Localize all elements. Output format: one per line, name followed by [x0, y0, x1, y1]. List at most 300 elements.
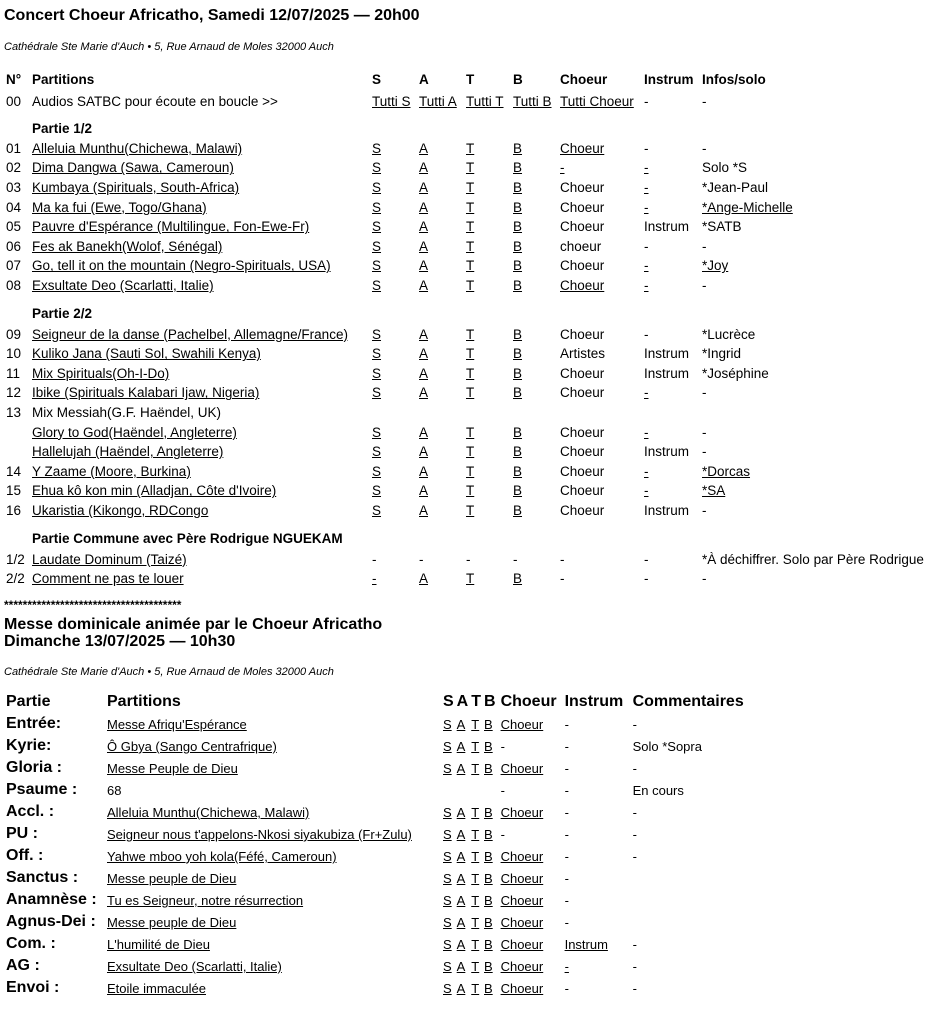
mass-audio-t-link[interactable]: T	[471, 760, 480, 776]
mass-audio-b-link[interactable]: B	[484, 914, 493, 930]
mass-audio-t-link[interactable]: T	[471, 826, 480, 842]
mass-audio-b-link[interactable]: B	[484, 716, 493, 732]
track-number: 03	[6, 180, 22, 196]
choeur-link: Choeur	[560, 219, 605, 235]
audio-a-link[interactable]: A	[419, 278, 429, 294]
mass-audio-t-link[interactable]: T	[471, 804, 480, 820]
mass-title[interactable]: Messe peuple de Dieu	[107, 914, 237, 930]
mass-audio-a-link[interactable]: A	[456, 848, 466, 864]
track-number-cell	[4, 481, 30, 501]
info-solo[interactable]: *SA	[702, 483, 726, 499]
mass-instrum-cell	[563, 801, 631, 823]
audio-t-link-cell	[464, 442, 511, 462]
instrum-link-cell	[642, 324, 700, 344]
mass-audio-b-link[interactable]: B	[484, 738, 493, 754]
mass-audio-b-link[interactable]: B	[484, 936, 493, 952]
table-row	[4, 845, 746, 867]
audio-t-link[interactable]: T	[466, 278, 475, 294]
mass-title[interactable]: Alleluia Munthu(Chichewa, Malawi)	[107, 804, 310, 820]
choeur-link: Choeur	[560, 199, 605, 215]
mass-instrum: -	[564, 848, 569, 864]
audio-t-link[interactable]: T	[466, 140, 475, 156]
mass-audio-b-link[interactable]: B	[484, 892, 493, 908]
track-title-cell	[30, 403, 370, 423]
audio-a-link[interactable]: A	[419, 258, 429, 274]
mass-audio-b-link[interactable]: B	[484, 870, 493, 886]
mass-audio-a-link[interactable]: A	[456, 716, 466, 732]
mass-header-a: A	[456, 692, 469, 710]
table-row	[4, 977, 746, 999]
audio-a-link[interactable]: A	[419, 424, 429, 440]
mass-title[interactable]: Seigneur nous t'appelons-Nkosi siyakubiza (Fr+Zulu)	[107, 826, 412, 842]
choeur-link[interactable]: Choeur	[560, 278, 605, 294]
audio-t-link[interactable]: T	[466, 365, 475, 381]
audio-b-link[interactable]: B	[513, 424, 523, 440]
audio-s-link-cell	[370, 403, 417, 423]
audio-a-link[interactable]: A	[419, 180, 429, 196]
choeur-link-cell	[558, 442, 642, 462]
choeur-link-cell	[558, 217, 642, 237]
audio-b-link[interactable]: B	[513, 463, 523, 479]
audio-a-link-cell	[417, 178, 464, 198]
table-row	[4, 217, 944, 237]
mass-title-cell	[105, 955, 443, 977]
info-solo[interactable]: *Ange-Michelle	[702, 199, 793, 215]
track-title[interactable]: Pauvre d'Espérance (Multilingue, Fon-Ewe-Fr)	[32, 219, 310, 235]
instrum-link[interactable]: -	[644, 385, 649, 401]
mass-audio-a-link-cell	[457, 889, 472, 911]
instrum-link[interactable]: -	[644, 160, 649, 176]
mass-audio-a-link-cell	[457, 823, 472, 845]
track-title[interactable]: Comment ne pas te louer	[32, 571, 184, 587]
audio-b-link[interactable]: B	[513, 160, 523, 176]
mass-title[interactable]: L'humilité de Dieu	[107, 936, 210, 952]
audio-s-link[interactable]: S	[372, 238, 382, 254]
audio-t-link[interactable]: T	[466, 424, 475, 440]
mass-audio-t-link-cell	[471, 977, 484, 999]
audio-s-link[interactable]: S	[372, 385, 382, 401]
mass-comment: -	[632, 804, 637, 820]
audio-b-link[interactable]: B	[513, 346, 523, 362]
mass-audio-s-link[interactable]: S	[443, 936, 452, 952]
table-row	[4, 178, 944, 198]
instrum-link[interactable]: -	[644, 483, 649, 499]
audio-t-link[interactable]: T	[466, 444, 475, 460]
mass-choeur-link-cell	[499, 889, 563, 911]
audio-t-link[interactable]: T	[466, 571, 475, 587]
audio-a-link[interactable]: A	[419, 483, 429, 499]
mass-audio-a-link[interactable]: A	[456, 892, 466, 908]
info-solo: *À déchiffrer. Solo par Père Rodrigue	[702, 551, 924, 567]
mass-audio-s-link[interactable]: S	[443, 870, 452, 886]
audio-s-link[interactable]: S	[372, 219, 382, 235]
audio-t-link[interactable]: T	[466, 326, 475, 342]
audio-t-link[interactable]: T	[466, 238, 475, 254]
audio-a-link[interactable]: A	[419, 444, 429, 460]
track-number: 09	[6, 326, 22, 342]
info-solo-cell	[700, 462, 944, 482]
mass-audio-a-link[interactable]: A	[456, 738, 466, 754]
mass-table	[4, 690, 746, 999]
page	[4, 0, 944, 999]
audio-b-link-cell	[511, 383, 558, 403]
info-solo: -	[702, 238, 707, 254]
mass-audio-s-link-cell	[443, 713, 457, 735]
liturgy-part-cell	[4, 977, 105, 999]
info-solo-cell	[700, 276, 944, 296]
track-title[interactable]: Glory to God(Haëndel, Angleterre)	[32, 424, 237, 440]
mass-audio-t-link[interactable]: T	[471, 716, 480, 732]
audio-a-link[interactable]: A	[419, 385, 429, 401]
mass-audio-a-link-cell	[457, 955, 472, 977]
liturgy-part: Entrée:	[6, 715, 62, 733]
audio-b-link[interactable]: B	[513, 219, 523, 235]
audio-s-link[interactable]: S	[372, 160, 382, 176]
audio-s-link[interactable]: S	[372, 424, 382, 440]
mass-title[interactable]: Exsultate Deo (Scarlatti, Italie)	[107, 958, 282, 974]
instrum-link[interactable]: -	[644, 463, 649, 479]
concert-table	[4, 66, 944, 588]
audio-s-link[interactable]: -	[372, 571, 377, 587]
mass-title[interactable]: Messe peuple de Dieu	[107, 870, 237, 886]
mass-choeur-link[interactable]: Choeur	[500, 958, 544, 974]
mass-choeur-link[interactable]: Choeur	[500, 848, 544, 864]
audio-s-link[interactable]: S	[372, 140, 382, 156]
section-heading: Partie 2/2	[32, 306, 93, 322]
audio-s-link[interactable]: Tutti S	[372, 94, 411, 110]
mass-audio-b-link-cell	[484, 911, 499, 933]
mass-audio-t-link[interactable]: T	[471, 892, 480, 908]
audio-b-link[interactable]: B	[513, 258, 523, 274]
audio-b-link[interactable]: B	[513, 365, 523, 381]
audio-b-link[interactable]: B	[513, 385, 523, 401]
audio-b-link[interactable]: B	[513, 483, 523, 499]
mass-choeur-link-cell	[499, 779, 563, 801]
choeur-link: Choeur	[560, 326, 605, 342]
mass-title[interactable]: Ô Gbya (Sango Centrafrique)	[107, 738, 277, 754]
audio-s-link[interactable]: S	[372, 199, 382, 215]
header-partitions: Partitions	[32, 71, 95, 87]
audio-s-link[interactable]: S	[372, 365, 382, 381]
choeur-link: Choeur	[560, 463, 605, 479]
instrum-link-cell	[642, 569, 700, 589]
instrum-link[interactable]: -	[644, 199, 649, 215]
mass-audio-b-link-cell	[484, 845, 499, 867]
mass-audio-a-link[interactable]: A	[456, 826, 466, 842]
audio-t-link[interactable]: T	[466, 219, 475, 235]
mass-choeur-link[interactable]: Choeur	[500, 914, 544, 930]
mass-audio-b-link[interactable]: B	[484, 804, 493, 820]
audio-a-link-cell	[417, 442, 464, 462]
audio-b-link-cell	[511, 256, 558, 276]
mass-audio-a-link[interactable]: A	[456, 958, 466, 974]
audio-t-link[interactable]: T	[466, 346, 475, 362]
choeur-link: Choeur	[560, 444, 605, 460]
track-title[interactable]: Go, tell it on the mountain (Negro-Spirituals, USA)	[32, 258, 331, 274]
instrum-link: Instrum	[644, 346, 690, 362]
track-title-cell	[30, 237, 370, 257]
mass-audio-s-link[interactable]: S	[443, 760, 452, 776]
mass-audio-s-link[interactable]: S	[443, 848, 452, 864]
choeur-link[interactable]: Choeur	[560, 140, 605, 156]
audio-a-link[interactable]: Tutti A	[419, 94, 457, 110]
track-title[interactable]: Ibike (Spirituals Kalabari Ijaw, Nigeria)	[32, 385, 260, 401]
choeur-link[interactable]: Tutti Choeur	[560, 94, 634, 110]
mass-instrum-cell	[563, 713, 631, 735]
mass-choeur-link[interactable]: Choeur	[500, 760, 544, 776]
mass-audio-s-link[interactable]: S	[443, 914, 452, 930]
audio-s-link[interactable]: S	[372, 463, 382, 479]
audio-t-link[interactable]: T	[466, 258, 475, 274]
mass-audio-b-link[interactable]: B	[484, 848, 493, 864]
audio-t-link[interactable]: T	[466, 463, 475, 479]
audio-t-link[interactable]: T	[466, 385, 475, 401]
liturgy-part-cell	[4, 735, 105, 757]
mass-audio-b-link[interactable]: B	[484, 760, 493, 776]
choeur-link: Choeur	[560, 483, 605, 499]
audio-s-link[interactable]: S	[372, 502, 382, 518]
mass-audio-t-link[interactable]: T	[471, 914, 480, 930]
track-title[interactable]: Dima Dangwa (Sawa, Cameroun)	[32, 160, 234, 176]
audio-a-link[interactable]: A	[419, 365, 429, 381]
info-solo: -	[702, 94, 707, 110]
audio-s-link[interactable]: S	[372, 444, 382, 460]
track-title-cell	[30, 501, 370, 521]
audio-a-link[interactable]: A	[419, 219, 429, 235]
audio-a-link-cell	[417, 276, 464, 296]
mass-choeur-link[interactable]: Choeur	[500, 936, 544, 952]
audio-a-link[interactable]: A	[419, 326, 429, 342]
instrum-link: -	[644, 551, 649, 567]
audio-s-link-cell	[370, 178, 417, 198]
audio-t-link-cell	[464, 344, 511, 364]
mass-audio-b-link-cell	[484, 889, 499, 911]
mass-audio-s-link-cell	[443, 911, 457, 933]
track-number: 2/2	[6, 571, 25, 587]
track-title[interactable]: Kuliko Jana (Sauti Sol, Swahili Kenya)	[32, 346, 261, 362]
track-title[interactable]: Ehua kô kon min (Alladjan, Côte d'Ivoire)	[32, 483, 277, 499]
audio-s-link[interactable]: S	[372, 483, 382, 499]
instrum-link[interactable]: -	[644, 278, 649, 294]
mass-audio-t-link[interactable]: T	[471, 738, 480, 754]
track-title[interactable]: Ma ka fui (Ewe, Togo/Ghana)	[32, 199, 207, 215]
track-title[interactable]: Exsultate Deo (Scarlatti, Italie)	[32, 278, 214, 294]
audio-t-link[interactable]: T	[466, 502, 475, 518]
audio-t-link[interactable]: T	[466, 160, 475, 176]
mass-title[interactable]: Yahwe mboo yoh kola(Féfé, Cameroun)	[107, 848, 337, 864]
choeur-link: Choeur	[560, 365, 605, 381]
mass-title[interactable]: Messe Afriqu'Espérance	[107, 716, 247, 732]
mass-audio-b-link[interactable]: B	[484, 980, 493, 996]
audio-s-link[interactable]: S	[372, 180, 382, 196]
mass-title[interactable]: Messe Peuple de Dieu	[107, 760, 238, 776]
table-row	[4, 955, 746, 977]
info-solo-cell	[700, 481, 944, 501]
track-title[interactable]: Kumbaya (Spirituals, South-Africa)	[32, 180, 240, 196]
audio-b-link[interactable]: B	[513, 278, 523, 294]
audio-b-link[interactable]: B	[513, 238, 523, 254]
mass-header-row	[4, 690, 746, 713]
mass-header-partie: Partie	[6, 692, 51, 710]
mass-audio-s-link[interactable]: S	[443, 958, 452, 974]
audio-a-link[interactable]: A	[419, 463, 429, 479]
track-number: 14	[6, 463, 22, 479]
section-heading-row	[4, 520, 944, 549]
instrum-link[interactable]: -	[644, 258, 649, 274]
track-number-cell	[4, 324, 30, 344]
track-title[interactable]: Fes ak Banekh(Wolof, Sénégal)	[32, 238, 223, 254]
mass-audio-s-link[interactable]: S	[443, 980, 452, 996]
audio-s-link[interactable]: S	[372, 346, 382, 362]
audio-a-link[interactable]: A	[419, 502, 429, 518]
audio-a-link[interactable]: A	[419, 140, 429, 156]
instrum-link-cell	[642, 501, 700, 521]
audio-s-link[interactable]: S	[372, 258, 382, 274]
mass-audio-b-link-cell	[484, 977, 499, 999]
mass-audio-a-link[interactable]: A	[456, 870, 466, 886]
track-title[interactable]: Mix Spirituals(Oh-I-Do)	[32, 365, 170, 381]
mass-choeur-link[interactable]: Choeur	[500, 870, 544, 886]
mass-audio-t-link[interactable]: T	[471, 870, 480, 886]
mass-audio-s-link[interactable]: S	[443, 716, 452, 732]
mass-audio-t-link-cell	[471, 845, 484, 867]
mass-audio-a-link[interactable]: A	[456, 936, 466, 952]
audio-b-link[interactable]: B	[513, 326, 523, 342]
mass-audio-a-link[interactable]: A	[456, 914, 466, 930]
track-title-cell	[30, 549, 370, 569]
mass-title-cell	[105, 911, 443, 933]
track-title[interactable]: Hallelujah (Haëndel, Angleterre)	[32, 444, 224, 460]
mass-audio-t-link-cell	[471, 823, 484, 845]
audio-t-link-cell	[464, 92, 511, 112]
choeur-link-cell	[558, 344, 642, 364]
mass-comment-cell	[631, 779, 746, 801]
audio-t-link[interactable]: T	[466, 199, 475, 215]
instrum-link: -	[644, 238, 649, 254]
mass-title-cell	[105, 889, 443, 911]
mass-comment-cell	[631, 955, 746, 977]
audio-t-link[interactable]: Tutti T	[466, 94, 504, 110]
mass-choeur-link[interactable]: Choeur	[500, 804, 544, 820]
track-title[interactable]: Seigneur de la danse (Pachelbel, Allemagne/France)	[32, 326, 348, 342]
concert-body	[4, 92, 944, 588]
mass-instrum[interactable]: -	[564, 958, 569, 974]
track-number-cell	[4, 364, 30, 384]
track-title[interactable]: Laudate Dominum (Taizé)	[32, 551, 187, 567]
info-solo[interactable]: *Dorcas	[702, 463, 751, 479]
info-solo[interactable]: *Joy	[702, 258, 729, 274]
audio-s-link[interactable]: S	[372, 278, 382, 294]
mass-comment-cell	[631, 977, 746, 999]
table-row	[4, 276, 944, 296]
mass-title: 68	[107, 782, 122, 798]
audio-t-link[interactable]: T	[466, 483, 475, 499]
mass-audio-a-link-cell	[457, 779, 472, 801]
mass-title-cell	[105, 933, 443, 955]
mass-audio-t-link[interactable]: T	[471, 848, 480, 864]
instrum-link-cell	[642, 442, 700, 462]
mass-instrum: -	[564, 870, 569, 886]
mass-choeur-link[interactable]: Choeur	[500, 980, 544, 996]
mass-audio-t-link[interactable]: T	[471, 936, 480, 952]
track-title[interactable]: Ukaristia (Kikongo, RDCongo	[32, 502, 209, 518]
info-solo-cell	[700, 139, 944, 159]
mass-audio-b-link[interactable]: B	[484, 826, 493, 842]
audio-b-link[interactable]: Tutti B	[513, 94, 552, 110]
mass-choeur-link[interactable]: Choeur	[500, 716, 544, 732]
mass-audio-a-link[interactable]: A	[456, 804, 466, 820]
mass-audio-b-link-cell	[484, 735, 499, 757]
info-solo-cell	[700, 501, 944, 521]
audio-a-link[interactable]: A	[419, 199, 429, 215]
mass-audio-a-link[interactable]: A	[456, 980, 466, 996]
audio-b-link[interactable]: B	[513, 140, 523, 156]
table-row	[4, 462, 944, 482]
section-heading: Partie Commune avec Père Rodrigue NGUEKAM	[32, 531, 343, 547]
table-row	[4, 158, 944, 178]
instrum-link: Instrum	[644, 502, 690, 518]
choeur-link[interactable]: -	[560, 160, 565, 176]
mass-audio-a-link-cell	[457, 801, 472, 823]
mass-choeur-link[interactable]: Choeur	[500, 892, 544, 908]
instrum-link[interactable]: -	[644, 180, 649, 196]
audio-s-link: -	[372, 551, 377, 567]
audio-a-link[interactable]: A	[419, 346, 429, 362]
audio-a-link[interactable]: A	[419, 238, 429, 254]
mass-audio-s-link[interactable]: S	[443, 804, 452, 820]
audio-b-link[interactable]: B	[513, 199, 523, 215]
audio-a-link-cell	[417, 481, 464, 501]
mass-audio-t-link[interactable]: T	[471, 958, 480, 974]
audio-s-link[interactable]: S	[372, 326, 382, 342]
audio-t-link-cell	[464, 383, 511, 403]
mass-audio-b-link[interactable]: B	[484, 958, 493, 974]
instrum-link[interactable]: -	[644, 424, 649, 440]
audio-a-link[interactable]: A	[419, 160, 429, 176]
track-number-cell	[4, 92, 30, 112]
audio-b-link[interactable]: B	[513, 444, 523, 460]
track-number: 13	[6, 405, 22, 421]
mass-comment: -	[632, 980, 637, 996]
track-title-cell	[30, 178, 370, 198]
track-title[interactable]: Alleluia Munthu(Chichewa, Malawi)	[32, 140, 243, 156]
audio-b-link[interactable]: B	[513, 502, 523, 518]
choeur-link-cell	[558, 403, 642, 423]
mass-audio-a-link[interactable]: A	[456, 760, 466, 776]
audio-a-link[interactable]: A	[419, 571, 429, 587]
track-title[interactable]: Y Zaame (Moore, Burkina)	[32, 463, 191, 479]
mass-title[interactable]: Etoile immaculée	[107, 980, 206, 996]
instrum-link-cell	[642, 276, 700, 296]
audio-a-link-cell	[417, 256, 464, 276]
mass-audio-t-link-cell	[471, 933, 484, 955]
mass-title[interactable]: Tu es Seigneur, notre résurrection	[107, 892, 304, 908]
mass-instrum[interactable]: Instrum	[564, 936, 608, 952]
table-row	[4, 237, 944, 257]
info-solo-cell	[700, 383, 944, 403]
table-row	[4, 197, 944, 217]
mass-audio-s-link[interactable]: S	[443, 892, 452, 908]
track-title-cell	[30, 344, 370, 364]
audio-t-link[interactable]: T	[466, 180, 475, 196]
audio-b-link[interactable]: B	[513, 180, 523, 196]
audio-b-link: -	[513, 551, 518, 567]
mass-audio-t-link-cell	[471, 911, 484, 933]
audio-b-link[interactable]: B	[513, 571, 523, 587]
mass-audio-s-link[interactable]: S	[443, 826, 452, 842]
mass-audio-s-link[interactable]: S	[443, 738, 452, 754]
mass-audio-t-link[interactable]: T	[471, 980, 480, 996]
